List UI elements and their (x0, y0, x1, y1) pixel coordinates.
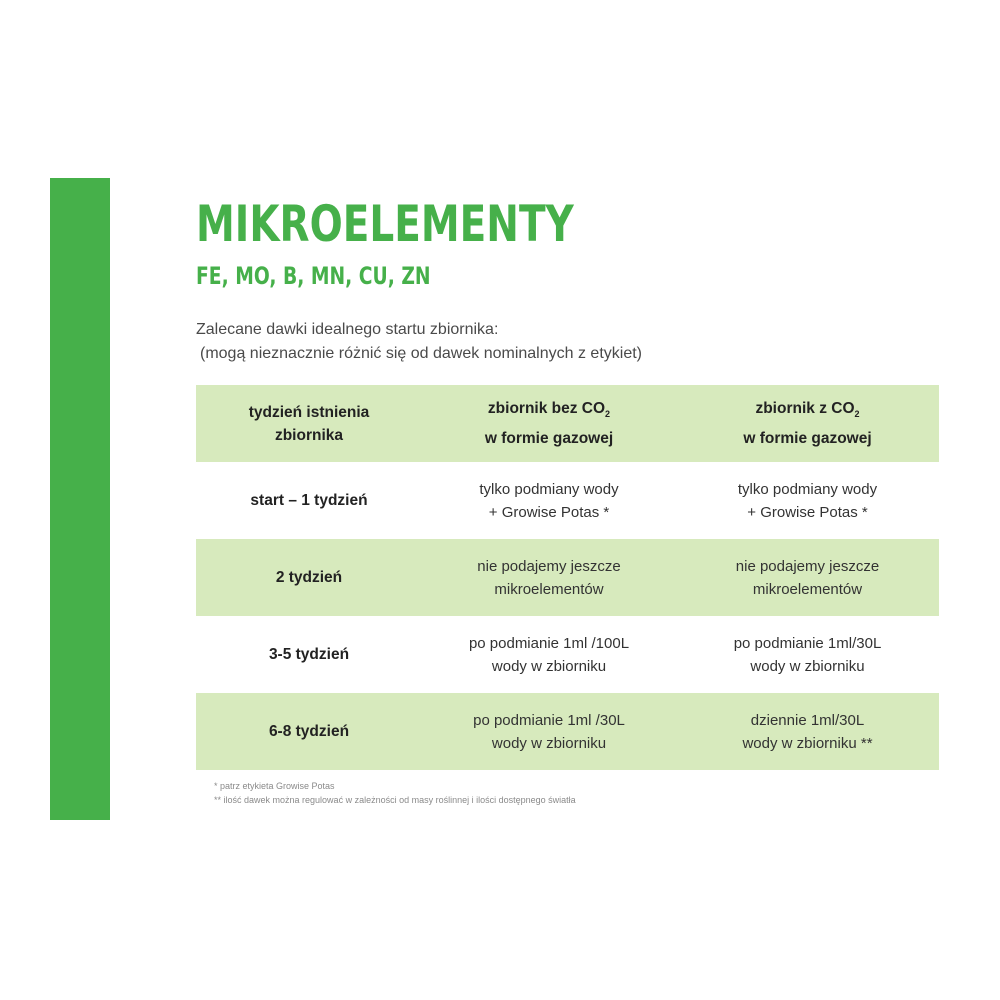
cell-line: po podmianie 1ml/30L (733, 634, 882, 652)
header-with-co2 (676, 397, 939, 449)
cell-line: po podmianie 1ml /30L (473, 711, 625, 729)
table-header-row (196, 385, 939, 462)
with-co2-cell (676, 555, 939, 601)
dosage-table (196, 385, 939, 770)
week-cell: start – 1 tydzień (250, 492, 368, 509)
header-with-co2-text: zbiornik z CO (755, 400, 855, 418)
page-subtitle: FE, MO, B, MN, CU, ZN (196, 262, 431, 290)
cell-line: wody w zbiorniku ** (742, 734, 873, 752)
header-without-co2-subscript: 2 (605, 409, 611, 420)
cell-line: nie podajemy jeszcze (477, 557, 621, 575)
cell-line: wody w zbiorniku (750, 657, 865, 675)
week-cell: 3-5 tydzień (268, 646, 350, 663)
table-row (196, 693, 939, 770)
footnotes (214, 779, 576, 807)
header-week-line-1: tydzień istnienia (248, 403, 370, 421)
without-co2-cell (422, 709, 676, 755)
table-row (196, 616, 939, 693)
green-side-bar (50, 178, 110, 820)
table-row (196, 539, 939, 616)
with-co2-cell (676, 709, 939, 755)
intro-line-2: (mogą nieznacznie różnić się od dawek nominalnych z etykiet) (200, 345, 642, 362)
week-cell: 2 tydzień (275, 569, 343, 586)
header-with-co2-line-2: w formie gazowej (743, 429, 872, 447)
without-co2-cell (422, 555, 676, 601)
footnote-1: * patrz etykieta Growise Potas (214, 781, 335, 791)
cell-line: wody w zbiorniku (491, 734, 607, 752)
header-without-co2-line-2: w formie gazowej (484, 429, 614, 447)
with-co2-cell (676, 632, 939, 678)
header-week-line-2: zbiornika (274, 426, 344, 444)
cell-line: wody w zbiorniku (491, 657, 607, 675)
cell-line: dziennie 1ml/30L (750, 711, 865, 729)
cell-line: + Growise Potas * (747, 503, 868, 521)
header-without-co2 (422, 397, 676, 449)
week-cell: 6-8 tydzień (268, 723, 350, 740)
intro-text (196, 318, 642, 366)
without-co2-cell (422, 478, 676, 524)
intro-line-1: Zalecane dawki idealnego startu zbiornika: (196, 321, 499, 338)
header-without-co2-text: zbiornik bez CO (487, 400, 606, 418)
without-co2-cell (422, 632, 676, 678)
cell-line: nie podajemy jeszcze (735, 557, 880, 575)
cell-line: tylko podmiany wody (737, 480, 878, 498)
cell-line: mikroelementów (494, 580, 604, 598)
cell-line: mikroelementów (752, 580, 863, 598)
header-with-co2-subscript: 2 (854, 409, 860, 420)
page-title: MIKROELEMENTY (196, 195, 574, 253)
header-week (196, 401, 422, 447)
cell-line: + Growise Potas * (488, 503, 610, 521)
with-co2-cell (676, 478, 939, 524)
cell-line: tylko podmiany wody (479, 480, 619, 498)
footnote-2: ** ilość dawek można regulować w zależności od masy roślinnej i ilości dostępnego światła (214, 795, 576, 805)
table-row (196, 462, 939, 539)
cell-line: po podmianie 1ml /100L (468, 634, 630, 652)
header-with-co2-line-1 (676, 397, 939, 426)
header-without-co2-line-1 (422, 397, 676, 426)
